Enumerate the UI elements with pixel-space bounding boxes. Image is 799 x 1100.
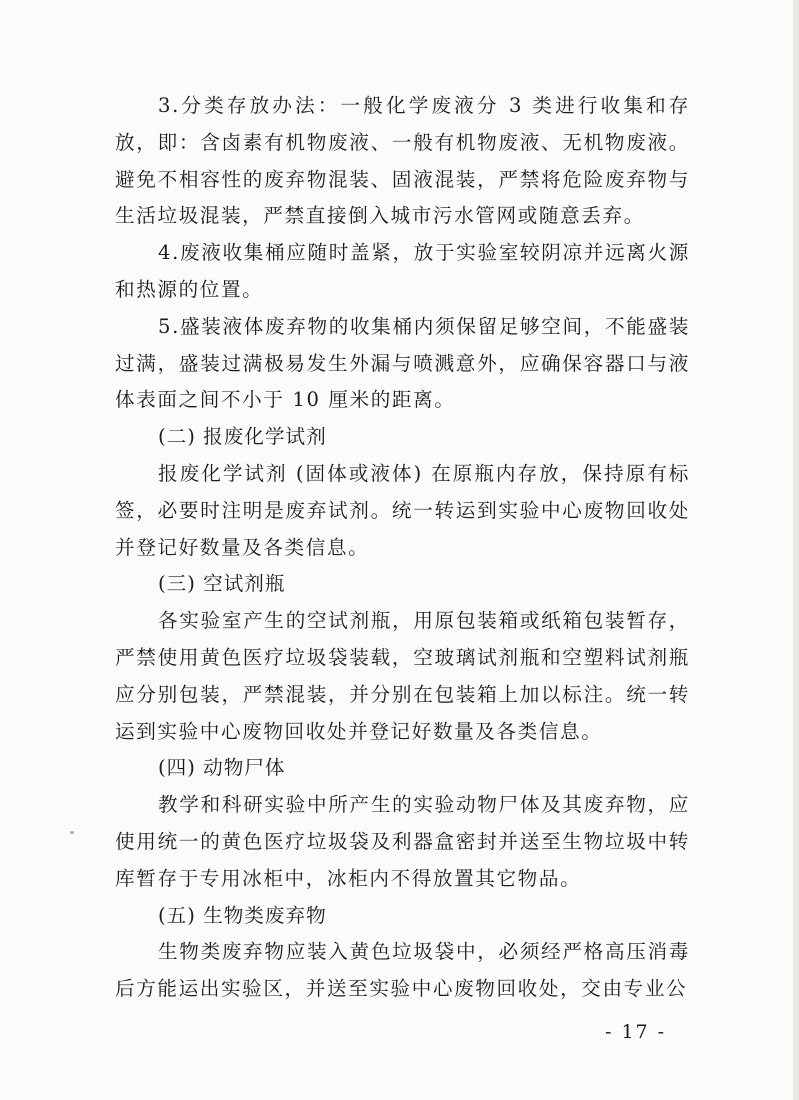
document-body <box>115 88 690 1008</box>
paragraph-waste-bucket-lid: 4.废液收集桶应随时盖紧，放于实验室较阴凉并远离火源和热源的位置。 <box>115 241 690 301</box>
page-number: - 17 - <box>605 1021 667 1043</box>
paragraph-empty-bottles: 各实验室产生的空试剂瓶，用原包装箱或纸箱包装暂存，严禁使用黄色医疗垃圾袋装载，空玻璃试剂瓶和空塑料试剂瓶应分别包装，严禁混装，并分别在包装箱上加以标注。统一转运到实验中心废物回收处并登记好数量及各类信息。 <box>115 609 690 743</box>
paragraph-discarded-reagents: 报废化学试剂 (固体或液体) 在原瓶内存放，保持原有标签，必要时注明是废弃试剂。统一转运到实验中心废物回收处并登记好数量及各类信息。 <box>115 461 690 559</box>
paragraph-biological-waste: 生物类废弃物应装入黄色垃圾袋中，必须经严格高压消毒后方能运出实验区，并送至实验中心废物回收处，交由专业公 <box>115 940 690 1001</box>
paragraph-bucket-capacity: 5.盛装液体废弃物的收集桶内须保留足够空间，不能盛装过满，盛装过满极易发生外漏与喷溅意外，应确保容器口与液体表面之间不小于 10 厘米的距离。 <box>115 314 690 412</box>
section-heading-animal-carcasses: (四) 动物尸体 <box>158 756 286 780</box>
section-heading-discarded-reagents: (二) 报废化学试剂 <box>158 425 327 449</box>
section-heading-biological-waste: (五) 生物类废弃物 <box>158 903 327 927</box>
paragraph-animal-carcasses: 教学和科研实验中所产生的实验动物尸体及其废弃物，应使用统一的黄色医疗垃圾袋及利器盒密封并送至生物垃圾中转库暂存于专用冰柜中，冰柜内不得放置其它物品。 <box>115 793 690 890</box>
section-heading-empty-bottles: (三) 空试剂瓶 <box>158 572 286 596</box>
paragraph-storage-method: 3.分类存放办法：一般化学废液分 3 类进行收集和存放，即：含卤素有机物废液、一般有机物废液、无机物废液。避免不相容性的废弃物混装、固液混装，严禁将危险废弃物与生活垃圾混装，严禁直接倒入城市污水管网或随意丢弃。 <box>115 94 690 228</box>
scan-speck <box>70 831 74 834</box>
